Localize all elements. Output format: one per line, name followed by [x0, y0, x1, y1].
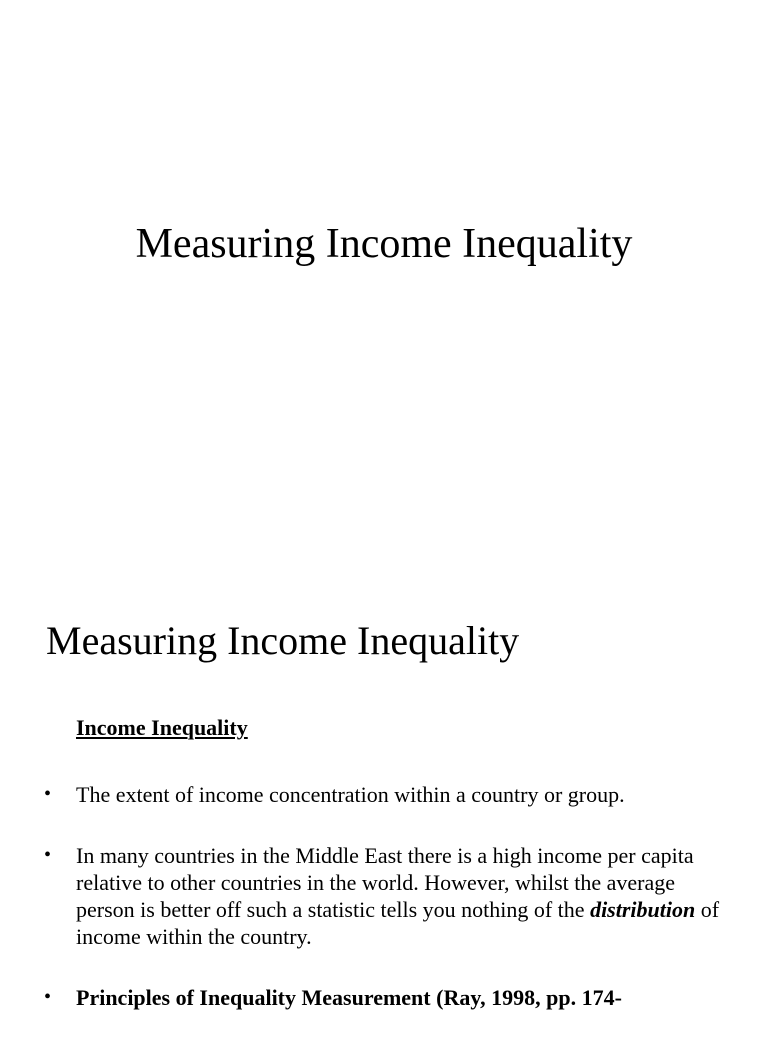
bullet-item-middle-east [0, 842, 768, 950]
bullet-text-middle-east-before: In many countries in the Middle East there is a high income per capita relative to other countries in the world. However, whilst the average person is better off such a statistic tells you nothing of the [76, 843, 694, 922]
bullet-text-definition: The extent of income concentration within a country or group. [76, 782, 625, 807]
section-heading: Income Inequality [76, 715, 248, 740]
bullet-dot-icon: • [44, 986, 52, 1008]
bullet-dot-icon: • [44, 844, 52, 866]
content-slide-title: Measuring Income Inequality [46, 618, 520, 663]
title-slide-heading: Measuring Income Inequality [135, 221, 633, 267]
bullet-list [0, 781, 768, 1045]
bullet-item-definition [0, 781, 768, 808]
content-slide [0, 576, 768, 1024]
bullet-dot-icon: • [44, 783, 52, 805]
bullet-text-middle-east-after: of income within the country. [76, 897, 720, 949]
bullet-item-principles [0, 984, 768, 1011]
bullet-text-principles: Principles of Inequality Measurement (Ray, 1998, pp. 174- [76, 985, 622, 1010]
bullet-text-emphasis: distribution [590, 897, 696, 922]
